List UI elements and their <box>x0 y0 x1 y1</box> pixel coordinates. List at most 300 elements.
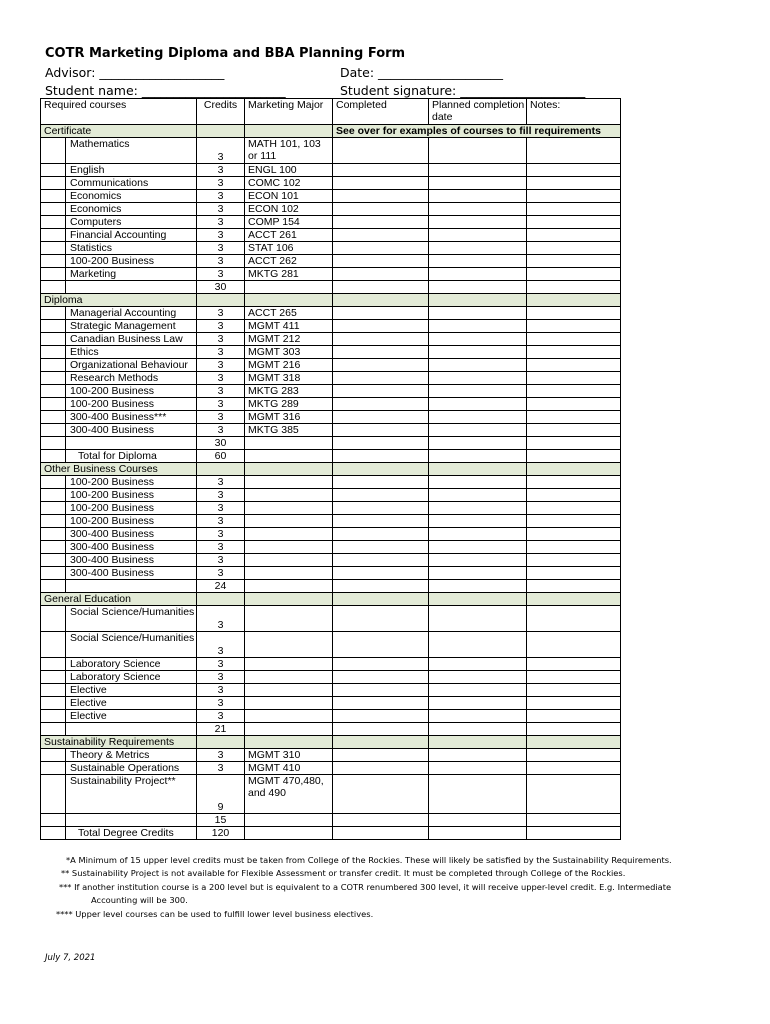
planned-cell[interactable] <box>429 697 527 710</box>
table-row <box>41 658 621 671</box>
course-name: Elective <box>66 697 197 710</box>
subtotal-row <box>41 814 621 827</box>
planned-cell[interactable] <box>429 775 527 814</box>
completed-cell[interactable] <box>333 307 429 320</box>
course-name: 300-400 Business <box>66 424 197 437</box>
course-credits: 3 <box>197 255 245 268</box>
header-completed: Completed <box>333 99 429 125</box>
section-total: 30 <box>197 281 245 294</box>
course-credits: 3 <box>197 346 245 359</box>
course-name: Social Science/Humanities <box>66 632 197 658</box>
course-major[interactable] <box>245 489 333 502</box>
course-major: ACCT 262 <box>245 255 333 268</box>
planned-cell[interactable] <box>429 684 527 697</box>
header-required-courses: Required courses <box>41 99 197 125</box>
course-name: Canadian Business Law <box>66 333 197 346</box>
table-row <box>41 697 621 710</box>
course-credits: 3 <box>197 528 245 541</box>
course-credits: 3 <box>197 684 245 697</box>
completed-cell[interactable] <box>333 346 429 359</box>
course-name: 100-200 Business <box>66 476 197 489</box>
table-row <box>41 489 621 502</box>
total-row <box>41 580 621 593</box>
course-name: 100-200 Business <box>66 489 197 502</box>
planned-cell[interactable] <box>429 320 527 333</box>
section-subtotal: 15 <box>197 814 245 827</box>
course-credits: 3 <box>197 671 245 684</box>
course-name: 300-400 Business <box>66 528 197 541</box>
course-name: Organizational Behaviour <box>66 359 197 372</box>
course-major[interactable] <box>245 528 333 541</box>
notes-cell[interactable] <box>527 359 621 372</box>
completed-cell[interactable] <box>333 398 429 411</box>
course-name: Elective <box>66 684 197 697</box>
planned-cell[interactable] <box>429 632 527 658</box>
course-name: 100-200 Business <box>66 515 197 528</box>
course-credits: 3 <box>197 515 245 528</box>
table-row <box>41 333 621 346</box>
course-major: MGMT 316 <box>245 411 333 424</box>
section-total: 60 <box>197 450 245 463</box>
course-name: Elective <box>66 710 197 723</box>
notes-cell[interactable] <box>527 242 621 255</box>
course-name: Marketing <box>66 268 197 281</box>
section-title: Other Business Courses <box>41 463 197 476</box>
course-major: MGMT 310 <box>245 749 333 762</box>
course-name: Laboratory Science <box>66 658 197 671</box>
course-name: Sustainable Operations <box>66 762 197 775</box>
date-field[interactable]: Date: ____________________ <box>340 65 504 80</box>
course-major[interactable] <box>245 658 333 671</box>
table-row <box>41 190 621 203</box>
notes-cell[interactable] <box>527 372 621 385</box>
completed-cell[interactable] <box>333 775 429 814</box>
course-major: MATH 101, 103 or 111 <box>245 138 333 164</box>
table-row <box>41 307 621 320</box>
completed-cell[interactable] <box>333 710 429 723</box>
table-row <box>41 567 621 580</box>
notes-cell[interactable] <box>527 489 621 502</box>
notes-cell[interactable] <box>527 307 621 320</box>
table-row <box>41 632 621 658</box>
course-name: Economics <box>66 190 197 203</box>
planned-cell[interactable] <box>429 346 527 359</box>
notes-cell[interactable] <box>527 567 621 580</box>
course-name: Mathematics <box>66 138 197 164</box>
planned-cell[interactable] <box>429 502 527 515</box>
notes-cell[interactable] <box>527 203 621 216</box>
footnote-1: *A Minimum of 15 upper level credits must be taken from College of the Rockies. These will likely be satisfied by the Sustainability Requirements. <box>66 855 672 865</box>
course-credits: 3 <box>197 268 245 281</box>
completed-cell[interactable] <box>333 255 429 268</box>
course-major: MGMT 411 <box>245 320 333 333</box>
course-credits: 3 <box>197 502 245 515</box>
course-major[interactable] <box>245 632 333 658</box>
course-name: Laboratory Science <box>66 671 197 684</box>
notes-cell[interactable] <box>527 138 621 164</box>
notes-cell[interactable] <box>527 775 621 814</box>
course-major: ENGL 100 <box>245 164 333 177</box>
notes-cell[interactable] <box>527 476 621 489</box>
completed-cell[interactable] <box>333 697 429 710</box>
course-name: 100-200 Business <box>66 398 197 411</box>
course-credits: 9 <box>197 775 245 814</box>
completed-cell[interactable] <box>333 749 429 762</box>
planning-table <box>40 98 621 840</box>
table-row <box>41 138 621 164</box>
student-name-field[interactable]: Student name: _______________________ <box>45 83 286 98</box>
notes-cell[interactable] <box>527 528 621 541</box>
subtotal-row <box>41 437 621 450</box>
course-name: Computers <box>66 216 197 229</box>
course-major[interactable] <box>245 697 333 710</box>
completed-cell[interactable] <box>333 268 429 281</box>
course-name: Managerial Accounting <box>66 307 197 320</box>
table-row <box>41 203 621 216</box>
planned-cell[interactable] <box>429 541 527 554</box>
planned-cell[interactable] <box>429 190 527 203</box>
notes-cell[interactable] <box>527 216 621 229</box>
completed-cell[interactable] <box>333 762 429 775</box>
course-name: 100-200 Business <box>66 502 197 515</box>
table-row <box>41 164 621 177</box>
planned-cell[interactable] <box>429 385 527 398</box>
course-name: Ethics <box>66 346 197 359</box>
header-notes: Notes: <box>527 99 621 125</box>
course-major: ACCT 265 <box>245 307 333 320</box>
planned-cell[interactable] <box>429 229 527 242</box>
course-major[interactable] <box>245 671 333 684</box>
planned-cell[interactable] <box>429 177 527 190</box>
course-major: STAT 106 <box>245 242 333 255</box>
course-name: Sustainability Project** <box>66 775 197 814</box>
course-credits: 3 <box>197 229 245 242</box>
total-row <box>41 827 621 840</box>
course-credits: 3 <box>197 177 245 190</box>
course-credits: 3 <box>197 476 245 489</box>
course-major[interactable] <box>245 476 333 489</box>
notes-cell[interactable] <box>527 229 621 242</box>
completed-cell[interactable] <box>333 216 429 229</box>
table-row <box>41 502 621 515</box>
section-title: Diploma <box>41 294 197 307</box>
advisor-field[interactable]: Advisor: ____________________ <box>45 65 225 80</box>
completed-cell[interactable] <box>333 502 429 515</box>
notes-cell[interactable] <box>527 541 621 554</box>
notes-cell[interactable] <box>527 346 621 359</box>
planned-cell[interactable] <box>429 268 527 281</box>
completed-cell[interactable] <box>333 632 429 658</box>
completed-cell[interactable] <box>333 554 429 567</box>
section-row-general-education <box>41 593 621 606</box>
notes-cell[interactable] <box>527 671 621 684</box>
completed-cell[interactable] <box>333 424 429 437</box>
planned-cell[interactable] <box>429 658 527 671</box>
completed-cell[interactable] <box>333 606 429 632</box>
section-row-certificate <box>41 125 621 138</box>
course-major: MGMT 216 <box>245 359 333 372</box>
notes-cell[interactable] <box>527 515 621 528</box>
planned-cell[interactable] <box>429 528 527 541</box>
notes-cell[interactable] <box>527 762 621 775</box>
notes-cell[interactable] <box>527 749 621 762</box>
table-row <box>41 528 621 541</box>
course-name: Social Science/Humanities <box>66 606 197 632</box>
course-major[interactable] <box>245 554 333 567</box>
completed-cell[interactable] <box>333 242 429 255</box>
planned-cell[interactable] <box>429 411 527 424</box>
table-row <box>41 762 621 775</box>
planned-cell[interactable] <box>429 216 527 229</box>
completed-cell[interactable] <box>333 333 429 346</box>
table-row <box>41 398 621 411</box>
table-row <box>41 424 621 437</box>
table-row <box>41 177 621 190</box>
planned-cell[interactable] <box>429 372 527 385</box>
course-credits: 3 <box>197 658 245 671</box>
notes-cell[interactable] <box>527 554 621 567</box>
table-header-row <box>41 99 621 125</box>
completed-cell[interactable] <box>333 229 429 242</box>
completed-cell[interactable] <box>333 528 429 541</box>
table-row <box>41 346 621 359</box>
course-credits: 3 <box>197 489 245 502</box>
section-total: 120 <box>197 827 245 840</box>
course-credits: 3 <box>197 411 245 424</box>
course-credits: 3 <box>197 333 245 346</box>
section-subtotal: 30 <box>197 437 245 450</box>
course-name: Research Methods <box>66 372 197 385</box>
table-row <box>41 385 621 398</box>
notes-cell[interactable] <box>527 684 621 697</box>
planned-cell[interactable] <box>429 424 527 437</box>
course-major: MGMT 303 <box>245 346 333 359</box>
total-label: Total for Diploma <box>66 450 197 463</box>
notes-cell[interactable] <box>527 385 621 398</box>
course-credits: 3 <box>197 632 245 658</box>
completed-cell[interactable] <box>333 372 429 385</box>
notes-cell[interactable] <box>527 190 621 203</box>
table-row <box>41 541 621 554</box>
notes-cell[interactable] <box>527 164 621 177</box>
planned-cell[interactable] <box>429 489 527 502</box>
course-major[interactable] <box>245 567 333 580</box>
table-row <box>41 229 621 242</box>
student-signature-field[interactable]: Student signature: ____________________ <box>340 83 586 98</box>
footnote-3: *** If another institution course is a 200 level but is equivalent to a COTR renumbered 300 level, it will receive upper-level credit. E.g. Intermediate <box>59 882 672 892</box>
course-credits: 3 <box>197 359 245 372</box>
completed-cell[interactable] <box>333 320 429 333</box>
course-credits: 3 <box>197 541 245 554</box>
section-title: Certificate <box>41 125 197 138</box>
course-name: Theory & Metrics <box>66 749 197 762</box>
table-row <box>41 216 621 229</box>
course-major: MGMT 212 <box>245 333 333 346</box>
planned-cell[interactable] <box>429 749 527 762</box>
completed-cell[interactable] <box>333 567 429 580</box>
planned-cell[interactable] <box>429 359 527 372</box>
course-major: MKTG 289 <box>245 398 333 411</box>
course-credits: 3 <box>197 554 245 567</box>
planned-cell[interactable] <box>429 398 527 411</box>
table-row <box>41 320 621 333</box>
table-row <box>41 255 621 268</box>
table-row <box>41 684 621 697</box>
course-credits: 3 <box>197 320 245 333</box>
table-row <box>41 775 621 814</box>
notes-cell[interactable] <box>527 632 621 658</box>
notes-cell[interactable] <box>527 411 621 424</box>
planned-cell[interactable] <box>429 710 527 723</box>
completed-cell[interactable] <box>333 138 429 164</box>
planned-cell[interactable] <box>429 567 527 580</box>
table-row <box>41 359 621 372</box>
course-major[interactable] <box>245 606 333 632</box>
completed-cell[interactable] <box>333 177 429 190</box>
table-row <box>41 749 621 762</box>
form-title: COTR Marketing Diploma and BBA Planning Form <box>45 46 406 61</box>
course-major: MGMT 410 <box>245 762 333 775</box>
footnote-4: **** Upper level courses can be used to fulfill lower level business electives. <box>56 909 374 919</box>
section-row-sustainability <box>41 736 621 749</box>
course-credits: 3 <box>197 606 245 632</box>
course-major[interactable] <box>245 502 333 515</box>
course-name: 300-400 Business <box>66 541 197 554</box>
course-credits: 3 <box>197 203 245 216</box>
course-credits: 3 <box>197 762 245 775</box>
total-label: Total Degree Credits <box>66 827 197 840</box>
planned-cell[interactable] <box>429 515 527 528</box>
course-name: English <box>66 164 197 177</box>
course-name: 300-400 Business*** <box>66 411 197 424</box>
course-credits: 3 <box>197 385 245 398</box>
completed-cell[interactable] <box>333 476 429 489</box>
course-credits: 3 <box>197 242 245 255</box>
course-major: ECON 102 <box>245 203 333 216</box>
table-row <box>41 411 621 424</box>
course-major[interactable] <box>245 515 333 528</box>
course-credits: 3 <box>197 567 245 580</box>
completed-cell[interactable] <box>333 203 429 216</box>
table-row <box>41 554 621 567</box>
completed-cell[interactable] <box>333 359 429 372</box>
footnote-2: ** Sustainability Project is not available for Flexible Assessment or transfer credit. It must be completed through College of the Rockies. <box>61 868 626 878</box>
course-credits: 3 <box>197 307 245 320</box>
planned-cell[interactable] <box>429 203 527 216</box>
course-name: 100-200 Business <box>66 385 197 398</box>
course-major: COMP 154 <box>245 216 333 229</box>
completed-cell[interactable] <box>333 671 429 684</box>
completed-cell[interactable] <box>333 541 429 554</box>
notes-cell[interactable] <box>527 697 621 710</box>
header-marketing-major: Marketing Major <box>245 99 333 125</box>
notes-cell[interactable] <box>527 502 621 515</box>
course-name: Strategic Management <box>66 320 197 333</box>
notes-cell[interactable] <box>527 606 621 632</box>
planned-cell[interactable] <box>429 255 527 268</box>
section-total: 24 <box>197 580 245 593</box>
course-name: 100-200 Business <box>66 255 197 268</box>
completed-cell[interactable] <box>333 684 429 697</box>
table-row <box>41 242 621 255</box>
notes-cell[interactable] <box>527 320 621 333</box>
footer-date: July 7, 2021 <box>45 953 96 963</box>
completed-cell[interactable] <box>333 385 429 398</box>
section-row-other-business <box>41 463 621 476</box>
notes-cell[interactable] <box>527 333 621 346</box>
course-name: Financial Accounting <box>66 229 197 242</box>
course-major[interactable] <box>245 710 333 723</box>
total-row <box>41 281 621 294</box>
course-name: Communications <box>66 177 197 190</box>
notes-cell[interactable] <box>527 177 621 190</box>
table-row <box>41 268 621 281</box>
notes-cell[interactable] <box>527 268 621 281</box>
course-credits: 3 <box>197 164 245 177</box>
planned-cell[interactable] <box>429 333 527 346</box>
completed-cell[interactable] <box>333 489 429 502</box>
section-total: 21 <box>197 723 245 736</box>
course-credits: 3 <box>197 424 245 437</box>
course-credits: 3 <box>197 749 245 762</box>
planned-cell[interactable] <box>429 164 527 177</box>
planned-cell[interactable] <box>429 762 527 775</box>
completed-cell[interactable] <box>333 164 429 177</box>
notes-cell[interactable] <box>527 424 621 437</box>
course-credits: 3 <box>197 398 245 411</box>
planned-cell[interactable] <box>429 242 527 255</box>
course-major[interactable] <box>245 684 333 697</box>
completed-cell[interactable] <box>333 515 429 528</box>
header-planned: Planned completion date <box>429 99 527 125</box>
notes-cell[interactable] <box>527 398 621 411</box>
planned-cell[interactable] <box>429 476 527 489</box>
course-major: ACCT 261 <box>245 229 333 242</box>
table-row <box>41 710 621 723</box>
course-name: 300-400 Business <box>66 567 197 580</box>
course-credits: 3 <box>197 190 245 203</box>
header-credits: Credits <box>197 99 245 125</box>
notes-cell[interactable] <box>527 658 621 671</box>
notes-cell[interactable] <box>527 255 621 268</box>
section-row-diploma <box>41 294 621 307</box>
table-row <box>41 476 621 489</box>
course-major[interactable] <box>245 541 333 554</box>
course-name: Economics <box>66 203 197 216</box>
planned-cell[interactable] <box>429 671 527 684</box>
planned-cell[interactable] <box>429 554 527 567</box>
section-title: Sustainability Requirements <box>41 736 197 749</box>
planned-cell[interactable] <box>429 606 527 632</box>
total-row <box>41 723 621 736</box>
completed-cell[interactable] <box>333 190 429 203</box>
planned-cell[interactable] <box>429 307 527 320</box>
section-note: See over for examples of courses to fill requirements <box>333 125 621 138</box>
course-major: COMC 102 <box>245 177 333 190</box>
total-row <box>41 450 621 463</box>
notes-cell[interactable] <box>527 710 621 723</box>
course-major: MGMT 318 <box>245 372 333 385</box>
table-row <box>41 671 621 684</box>
course-credits: 3 <box>197 372 245 385</box>
completed-cell[interactable] <box>333 411 429 424</box>
completed-cell[interactable] <box>333 658 429 671</box>
planned-cell[interactable] <box>429 138 527 164</box>
table-row <box>41 372 621 385</box>
course-major: MKTG 283 <box>245 385 333 398</box>
course-credits: 3 <box>197 710 245 723</box>
course-major: MGMT 470,480, and 490 <box>245 775 333 814</box>
